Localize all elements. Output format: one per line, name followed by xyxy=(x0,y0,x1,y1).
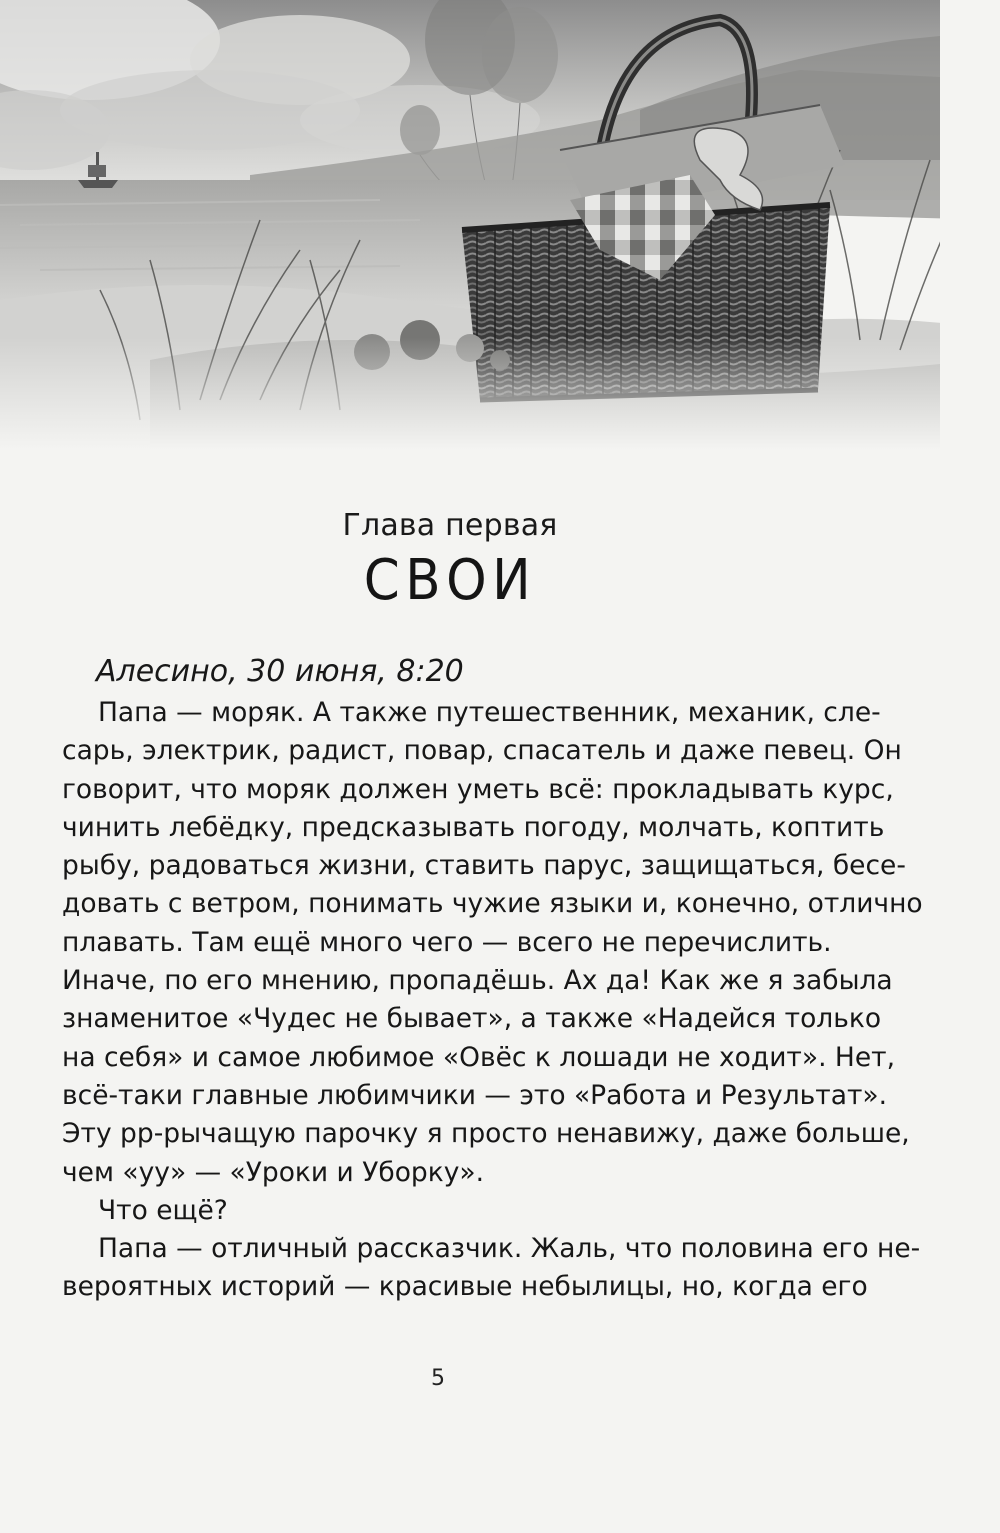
text-line: рыбу, радоваться жизни, ставить парус, защищаться, бесе- xyxy=(62,850,906,882)
text-line: чинить лебёдку, предсказывать погоду, молчать, коптить xyxy=(62,811,885,843)
text-line: плавать. Там ещё много чего — всего не перечислить. xyxy=(62,926,832,958)
body-text xyxy=(62,694,923,1307)
picnic-basket-illustration xyxy=(0,0,1000,450)
chapter-label: Глава первая xyxy=(342,508,558,543)
text-line: довать с ветром, понимать чужие языки и, конечно, отлично xyxy=(62,888,923,920)
page-number: 5 xyxy=(431,1366,445,1391)
chapter-title: СВОИ xyxy=(363,548,537,613)
text-line: Что ещё? xyxy=(98,1194,228,1226)
text-line: сарь, электрик, радист, повар, спасатель и даже певец. Он xyxy=(62,735,902,767)
text-line: говорит, что моряк должен уметь всё: прокладывать курс, xyxy=(62,773,894,805)
text-line: знаменитое «Чудес не бывает», а также «Надейся только xyxy=(62,1003,882,1035)
text-line: на себя» и самое любимое «Овёс к лошади не ходит». Нет, xyxy=(62,1041,896,1073)
text-line: всё-таки главные любимчики — это «Работа и Результат». xyxy=(62,1079,888,1111)
text-line: Эту рр-рычащую парочку я просто ненавижу, даже больше, xyxy=(62,1118,910,1150)
dateline: Алесино, 30 июня, 8:20 xyxy=(96,654,464,689)
text-line: Иначе, по его мнению, пропадёшь. Ах да! Как же я забыла xyxy=(62,965,893,997)
text-line: Папа — моряк. А также путешественник, механик, сле- xyxy=(98,697,881,728)
text-line: чем «уу» — «Уроки и Уборку». xyxy=(62,1156,485,1188)
text-line: вероятных историй — красивые небылицы, но, когда его xyxy=(62,1271,868,1303)
text-line: Папа — отличный рассказчик. Жаль, что половина его не- xyxy=(98,1233,921,1265)
